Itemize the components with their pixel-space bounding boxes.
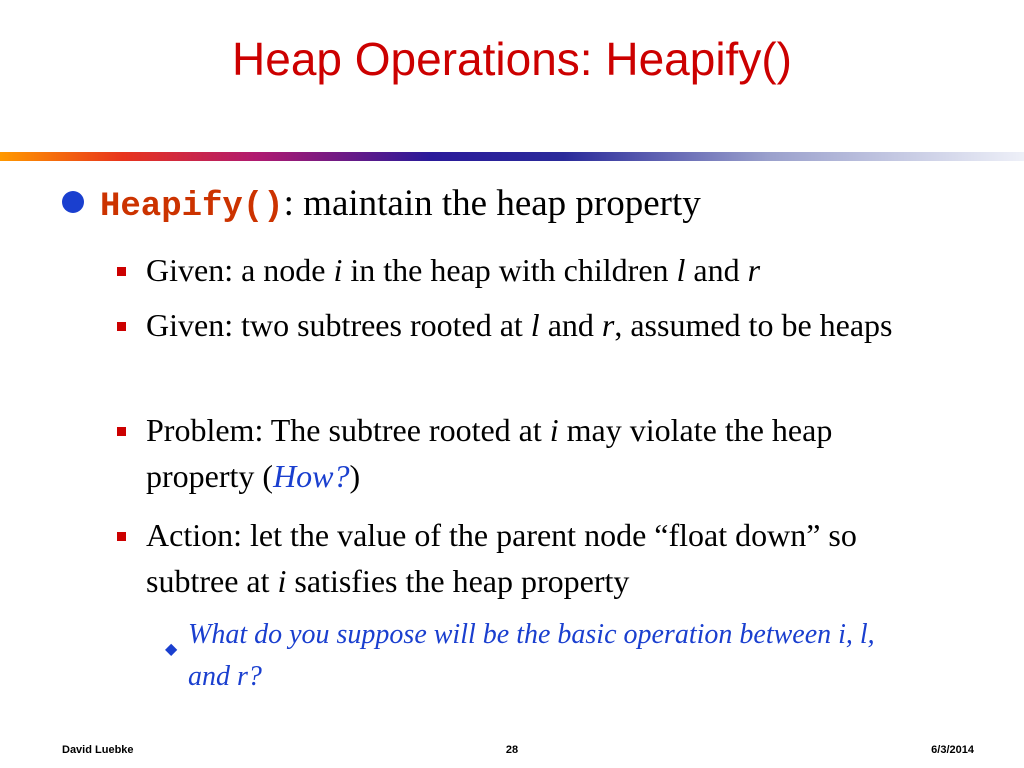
circle-bullet-icon	[62, 191, 84, 213]
var-i: i	[549, 412, 559, 448]
text-segment: Given: a node	[146, 252, 334, 288]
sub-bullet-given-subtrees	[146, 302, 946, 348]
square-bullet-icon	[117, 427, 126, 436]
text-segment: and	[685, 252, 748, 288]
var-l: l	[676, 252, 686, 288]
heapify-code: Heapify()	[100, 188, 284, 226]
footer-author: David Luebke	[62, 744, 134, 756]
square-bullet-icon	[117, 532, 126, 541]
sub-bullet-problem	[146, 407, 946, 499]
var-r: r	[747, 252, 761, 288]
bullet-heapify-text: : maintain the heap property	[283, 183, 701, 224]
text-segment: satisfies the heap property	[286, 563, 630, 599]
text-segment: and	[539, 307, 602, 343]
title-divider	[0, 152, 1024, 161]
var-l: l	[530, 307, 540, 343]
text-segment: may violate the heap property (	[146, 412, 833, 494]
diamond-bullet-icon: ◆	[165, 639, 178, 658]
var-r: r	[601, 307, 615, 343]
sub-bullet-given-node	[146, 247, 946, 293]
sub-bullet-action	[146, 512, 946, 604]
footer-date: 6/3/2014	[931, 744, 974, 756]
question-text: What do you suppose will be the basic operation between i, l, and r?	[188, 619, 875, 692]
footer-page-number: 28	[505, 744, 519, 756]
sub-sub-bullet-question	[165, 614, 888, 698]
text-segment: , assumed to be heaps	[614, 307, 893, 343]
text-segment: Problem: The subtree rooted at	[146, 412, 550, 448]
text-segment: Given: two subtrees rooted at	[146, 307, 531, 343]
square-bullet-icon	[117, 322, 126, 331]
bullet-heapify	[62, 180, 701, 231]
var-i: i	[333, 252, 343, 288]
var-i: i	[277, 563, 287, 599]
text-segment: in the heap with children	[342, 252, 677, 288]
square-bullet-icon	[117, 267, 126, 276]
slide-title: Heap Operations: Heapify()	[232, 33, 792, 85]
text-segment: )	[349, 458, 361, 494]
text-segment: Action: let the value of the parent node “float down” so subtree at	[146, 517, 857, 599]
how-question: How?	[273, 458, 350, 494]
